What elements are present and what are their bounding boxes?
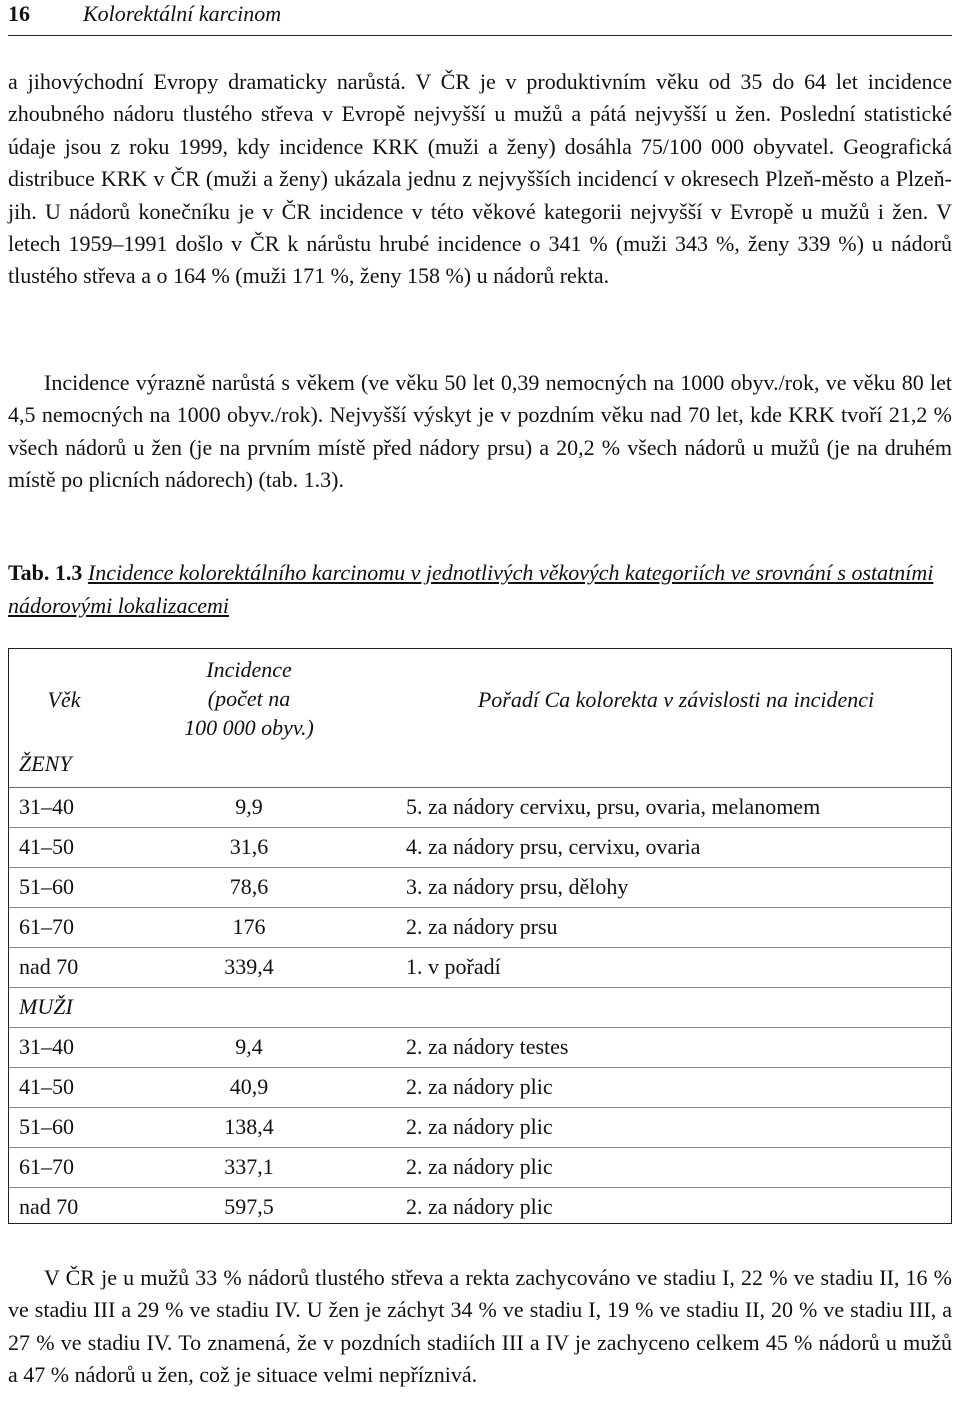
- cell-age: nad 70: [19, 954, 79, 979]
- cell-order: 2. za nádory prsu: [406, 914, 558, 939]
- table-row: [9, 1147, 951, 1188]
- table-row: [9, 1187, 951, 1227]
- cell-order: 4. za nádory prsu, cervixu, ovaria: [406, 834, 701, 859]
- cell-order: 5. za nádory cervixu, prsu, ovaria, melanomem: [406, 794, 821, 819]
- cell-order: 2. za nádory plic: [406, 1074, 553, 1099]
- table-header: [9, 649, 951, 788]
- table-row: [9, 947, 951, 988]
- cell-incidence: 40,9: [229, 1074, 269, 1099]
- cell-incidence: 78,6: [229, 874, 269, 899]
- running-title: Kolorektální karcinom: [83, 1, 282, 26]
- table-row: [9, 1067, 951, 1108]
- header-incidence: [149, 655, 349, 742]
- cell-age: 61–70: [19, 914, 74, 939]
- cell-incidence: 9,4: [235, 1034, 263, 1059]
- cell-age: 51–60: [19, 874, 74, 899]
- table-row: [9, 907, 951, 948]
- header-incidence-line-3: 100 000 obyv.): [184, 715, 314, 740]
- cell-age: nad 70: [19, 1194, 79, 1219]
- header-incidence-line-1: Incidence: [206, 657, 292, 682]
- table-row: [9, 787, 951, 828]
- cell-incidence: 337,1: [224, 1154, 274, 1179]
- cell-age: 31–40: [19, 1034, 74, 1059]
- cell-incidence: 597,5: [224, 1194, 274, 1219]
- paragraph-stages: V ČR je u mužů 33 % nádorů tlustého střeva a rekta zachycováno ve stadiu I, 22 % ve stadiu II, 16 % ve stadiu III a 29 % ve stadiu IV. U žen je záchyt 34 % ve stadiu I, 19 % ve stadiu II, 20 % ve stadiu III, a 27 % ve stadiu IV. To znamená, že v pozdních stadiích III a IV je zachyceno celkem 45 % nádorů u mužů a 47 % nádorů u žen, což je situace velmi nepříznivá.: [8, 1265, 952, 1388]
- cell-incidence: 138,4: [224, 1114, 274, 1139]
- cell-age: 61–70: [19, 1154, 74, 1179]
- incidence-table: [8, 648, 952, 1224]
- table-caption: [8, 556, 952, 622]
- paragraph-incidence-age: Incidence výrazně narůstá s věkem (ve věku 50 let 0,39 nemocných na 1000 obyv./rok, ve věku 80 let 4,5 nemocných na 1000 obyv./rok). Nejvyšší výskyt je v pozdním věku nad 70 let, kde KRK tvoří 21,2 % všech nádorů u žen (je na prvním místě před nádory prsu) a 20,2 % všech nádorů u mužů (je na druhém místě po plicních nádorech) (tab. 1.3).: [8, 370, 952, 493]
- cell-order: 1. v pořadí: [406, 954, 501, 979]
- cell-order: 3. za nádory prsu, dělohy: [406, 874, 629, 899]
- cell-incidence: 9,9: [235, 794, 263, 819]
- cell-age: 41–50: [19, 1074, 74, 1099]
- group-row-men: [9, 987, 951, 1028]
- table-caption-text: Incidence kolorektálního karcinomu v jednotlivých věkových kategoriích ve srovnání s ostatními nádorovými lokalizacemi: [8, 560, 934, 618]
- cell-age: 41–50: [19, 834, 74, 859]
- cell-order: 2. za nádory plic: [406, 1194, 553, 1219]
- table-caption-label: Tab. 1.3: [8, 560, 83, 585]
- group-label-men: MUŽI: [19, 994, 73, 1019]
- header-age: Věk: [47, 687, 81, 712]
- table-row: [9, 1107, 951, 1148]
- cell-age: 51–60: [19, 1114, 74, 1139]
- cell-incidence: 31,6: [229, 834, 269, 859]
- group-label-women: ŽENY: [19, 751, 72, 776]
- table-row: [9, 827, 951, 868]
- cell-incidence: 339,4: [224, 954, 274, 979]
- cell-incidence: 176: [232, 914, 266, 939]
- header-order: Pořadí Ca kolorekta v závislosti na incidenci: [477, 687, 875, 712]
- header-incidence-line-2: (počet na: [207, 686, 291, 711]
- cell-order: 2. za nádory testes: [406, 1034, 569, 1059]
- paragraph-incidence-europe: a jihovýchodní Evropy dramaticky narůstá. V ČR je v produktivním věku od 35 do 64 let incidence zhoubného nádoru tlustého střeva v Evropě nejvyšší u mužů a pátá nejvyšší u žen. Poslední statistické údaje jsou z roku 1999, kdy incidence KRK (muži a ženy) dosáhla 75/100 000 obyvatel. Geografická distribuce KRK v ČR (muži a ženy) ukázala jednu z nejvyšších incidencí v okresech Plzeň-město a Plzeň-jih. U nádorů konečníku je v ČR incidence v této věkové kategorii nejvyšší v Evropě u mužů i žen. V letech 1959–1991 došlo v ČR k nárůstu hrubé incidence o 341 % (muži 343 %, ženy 339 %) u nádorů tlustého střeva a o 164 % (muži 171 %, ženy 158 %) u nádorů rekta.: [8, 69, 952, 289]
- cell-order: 2. za nádory plic: [406, 1114, 553, 1139]
- table-row: [9, 867, 951, 908]
- page-number: 16: [8, 1, 30, 26]
- cell-age: 31–40: [19, 794, 74, 819]
- table-row: [9, 1027, 951, 1068]
- running-header: [8, 0, 952, 36]
- cell-order: 2. za nádory plic: [406, 1154, 553, 1179]
